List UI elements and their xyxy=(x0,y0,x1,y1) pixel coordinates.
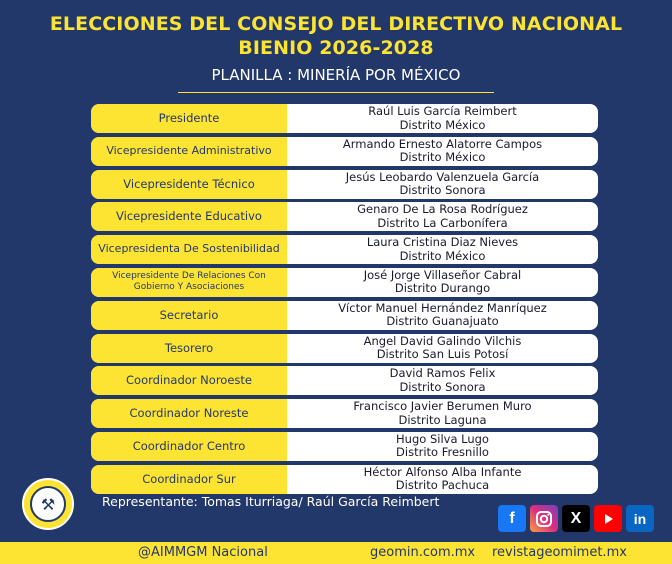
role-label: Presidente xyxy=(91,104,287,133)
person-district: Distrito La Carbonífera xyxy=(377,215,508,230)
person-cell xyxy=(287,170,598,199)
person-cell xyxy=(287,268,598,297)
candidate-row xyxy=(91,465,598,494)
role-label: Vicepresidenta De Sostenibilidad xyxy=(91,235,287,264)
person-name: Raúl Luis García Reimbert xyxy=(368,104,517,118)
linkedin-icon[interactable]: in xyxy=(626,505,654,532)
person-name: Genaro De La Rosa Rodríguez xyxy=(357,202,528,217)
person-district: Distrito San Luis Potosí xyxy=(376,347,509,362)
footer-site-geomimet[interactable]: revistageomimet.mx xyxy=(492,545,627,560)
person-cell xyxy=(287,301,598,330)
role-label: Vicepresidente Administrativo xyxy=(91,137,287,166)
title-line-2: BIENIO 2026-2028 xyxy=(238,37,434,59)
candidate-row xyxy=(91,137,598,166)
x-icon[interactable]: X xyxy=(562,505,590,532)
footer-bar xyxy=(0,542,672,564)
facebook-icon[interactable]: f xyxy=(498,505,526,532)
role-label: Vicepresidente De Relaciones Con Gobierno Y Asociaciones xyxy=(91,268,287,297)
role-label: Coordinador Centro xyxy=(91,432,287,461)
page-title xyxy=(0,12,672,60)
person-name: Hugo Silva Lugo xyxy=(396,431,489,446)
candidate-list xyxy=(91,104,598,498)
person-district: Distrito Pachuca xyxy=(395,478,490,493)
social-links xyxy=(498,505,654,532)
role-label: Coordinador Noroeste xyxy=(91,366,287,395)
person-name: Jesús Leobardo Valenzuela García xyxy=(345,169,540,184)
candidate-row xyxy=(91,268,598,297)
person-district: Distrito Guanajuato xyxy=(386,314,499,329)
title-line-1: ELECCIONES DEL CONSEJO DEL DIRECTIVO NACIONAL xyxy=(49,13,623,35)
role-label: Coordinador Sur xyxy=(91,465,287,494)
role-label: Tesorero xyxy=(91,334,287,363)
candidate-row xyxy=(91,202,598,231)
person-district: Distrito México xyxy=(399,117,486,132)
person-name: Angel David Galindo Vilchis xyxy=(363,333,522,348)
person-district: Distrito Sonora xyxy=(399,379,486,394)
person-district: Distrito Durango xyxy=(394,281,491,296)
candidate-row xyxy=(91,334,598,363)
candidate-row xyxy=(91,170,598,199)
candidate-row xyxy=(91,366,598,395)
person-cell xyxy=(287,334,598,363)
candidate-row xyxy=(91,432,598,461)
crossed-hammers-icon: ⚒ xyxy=(30,486,66,522)
instagram-icon[interactable] xyxy=(530,505,558,532)
person-cell xyxy=(287,202,598,231)
candidate-row xyxy=(91,235,598,264)
person-cell xyxy=(287,235,598,264)
representative-text: Representante: Tomas Iturriaga/ Raúl García Reimbert xyxy=(102,494,440,509)
role-label: Vicepresidente Educativo xyxy=(91,202,287,231)
role-label: Vicepresidente Técnico xyxy=(91,170,287,199)
person-cell xyxy=(287,366,598,395)
person-district: Distrito México xyxy=(399,248,486,263)
person-name: Laura Cristina Diaz Nieves xyxy=(366,235,519,250)
youtube-icon[interactable] xyxy=(594,505,622,532)
person-cell xyxy=(287,432,598,461)
role-label: Coordinador Noreste xyxy=(91,399,287,428)
person-name: Héctor Alfonso Alba Infante xyxy=(363,464,522,479)
person-cell xyxy=(287,104,598,133)
footer-site-geomin[interactable]: geomin.com.mx xyxy=(370,545,476,560)
person-district: Distrito Laguna xyxy=(398,412,487,427)
candidate-row xyxy=(91,301,598,330)
role-label: Secretario xyxy=(91,301,287,330)
page-subtitle: PLANILLA : MINERÍA POR MÉXICO xyxy=(211,66,461,84)
aimmgm-logo xyxy=(22,478,74,530)
person-district: Distrito Fresnillo xyxy=(396,445,489,460)
person-name: Víctor Manuel Hernández Manríquez xyxy=(338,300,547,315)
subtitle-underline xyxy=(178,92,494,93)
person-cell xyxy=(287,137,598,166)
person-district: Distrito México xyxy=(399,150,486,165)
person-name: David Ramos Felix xyxy=(389,366,496,381)
footer-handle[interactable]: @AIMMGM Nacional xyxy=(138,545,268,560)
person-name: Armando Ernesto Alatorre Campos xyxy=(342,136,543,151)
candidate-row xyxy=(91,104,598,133)
person-district: Distrito Sonora xyxy=(399,183,486,198)
person-cell xyxy=(287,465,598,494)
person-name: Francisco Javier Berumen Muro xyxy=(353,399,532,414)
candidate-row xyxy=(91,399,598,428)
person-cell xyxy=(287,399,598,428)
person-name: José Jorge Villaseñor Cabral xyxy=(363,267,522,282)
